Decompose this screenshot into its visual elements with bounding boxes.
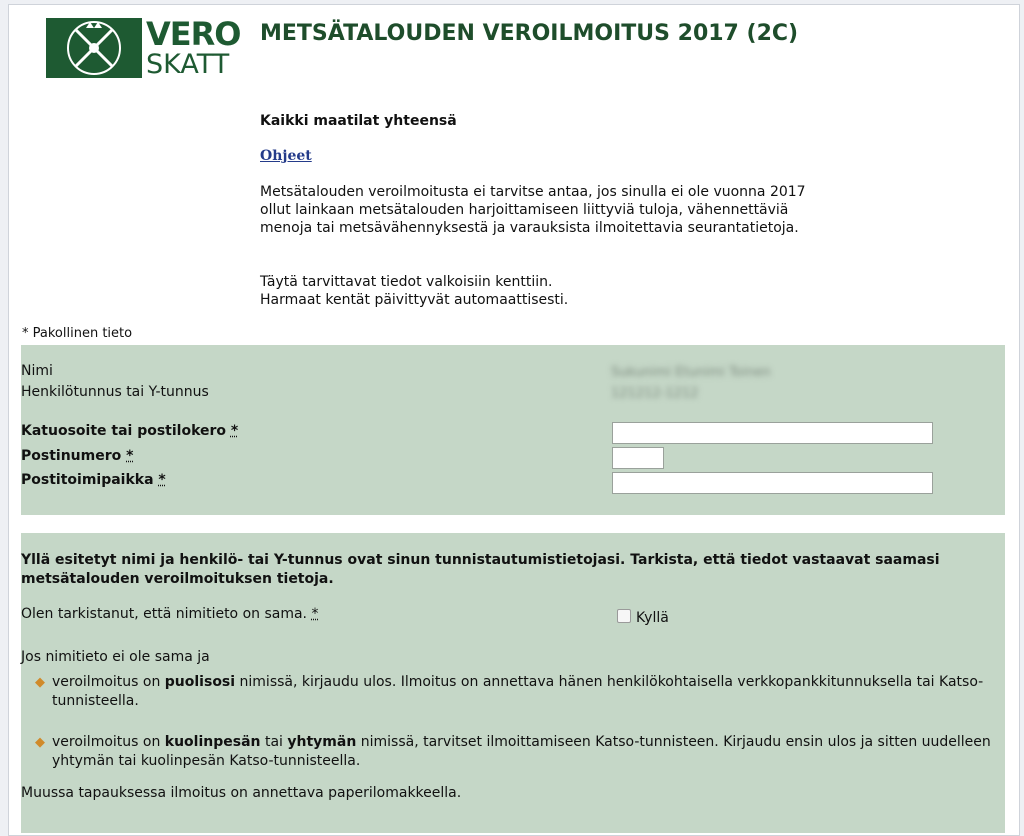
postal-code-input[interactable] <box>612 447 664 469</box>
name-value: Sukunimi Etunimi Toinen <box>611 365 771 380</box>
verification-section <box>21 533 1005 833</box>
street-label: Katuosoite tai postilokero * <box>21 423 239 439</box>
intro-text: Metsätalouden veroilmoitusta ei tarvitse antaa, jos sinulla ei ole vuonna 2017 ollut lainkaan metsätalouden harjoittamiseen liittyviä tuloja, vähennettäviä menoja tai metsävähennyksestä ja varauksista ilmoitettavia seurantatietoja. <box>260 184 806 236</box>
name-label: Nimi <box>21 363 53 379</box>
help-link[interactable]: Ohjeet <box>260 148 312 164</box>
vero-skatt-logo <box>46 15 241 80</box>
identity-warning: Yllä esitetyt nimi ja henkilö- tai Y-tunnus ovat sinun tunnistautumistietojasi. Tarkista, että tiedot vastaavat saamasi metsätalouden veroilmoituksen tietoja. <box>21 552 940 587</box>
id-value: 121212-1212 <box>611 386 699 401</box>
tax-emblem-icon <box>46 18 142 78</box>
logo-skatt-text: SKATT <box>146 49 230 80</box>
page-subtitle: Kaikki maatilat yhteensä <box>260 113 457 129</box>
required-asterisk: * <box>230 423 239 439</box>
bullet-icon: ◆ <box>35 735 45 750</box>
required-field-note: * Pakollinen tieto <box>22 326 133 341</box>
instructions-line-1: Täytä tarvittavat tiedot valkoisiin kenttiin. <box>260 274 553 290</box>
instructions-text <box>260 273 820 309</box>
confirm-checkbox-label[interactable]: Kyllä <box>636 610 669 626</box>
required-asterisk: * <box>158 472 166 488</box>
estate-instruction: veroilmoitus on kuolinpesän tai yhtymän nimissä, tarvitset ilmoittamiseen Katso-tunnisteen. Kirjaudu ensin ulos ja sitten uudelleen yhtymän tai kuolinpesän Katso-tunnisteella. <box>52 734 991 769</box>
name-check-label: Olen tarkistanut, että nimitieto on sama. * <box>21 606 319 622</box>
confirm-checkbox[interactable] <box>617 609 631 623</box>
city-label: Postitoimipaikka * <box>21 472 166 488</box>
required-asterisk: * <box>126 448 134 464</box>
logo-vero-text: VERO <box>146 15 241 53</box>
instructions-line-2: Harmaat kentät päivittyvät automaattisesti. <box>260 292 569 308</box>
required-asterisk: * <box>311 606 319 622</box>
id-label: Henkilötunnus tai Y-tunnus <box>21 384 209 400</box>
street-input[interactable] <box>612 422 933 444</box>
postal-label: Postinumero * <box>21 448 134 464</box>
identity-section <box>21 345 1005 515</box>
city-input[interactable] <box>612 472 933 494</box>
if-not-same-text: Jos nimitieto ei ole sama ja <box>21 649 210 665</box>
page-title: METSÄTALOUDEN VEROILMOITUS 2017 (2C) <box>260 21 799 46</box>
otherwise-text: Muussa tapauksessa ilmoitus on annettava paperilomakkeella. <box>21 785 462 801</box>
bullet-icon: ◆ <box>35 675 45 690</box>
spouse-instruction: veroilmoitus on puolisosi nimissä, kirjaudu ulos. Ilmoitus on annettava hänen henkilökohtaisella verkkopankkitunnuksella tai Katso-tunnisteella. <box>52 674 984 709</box>
